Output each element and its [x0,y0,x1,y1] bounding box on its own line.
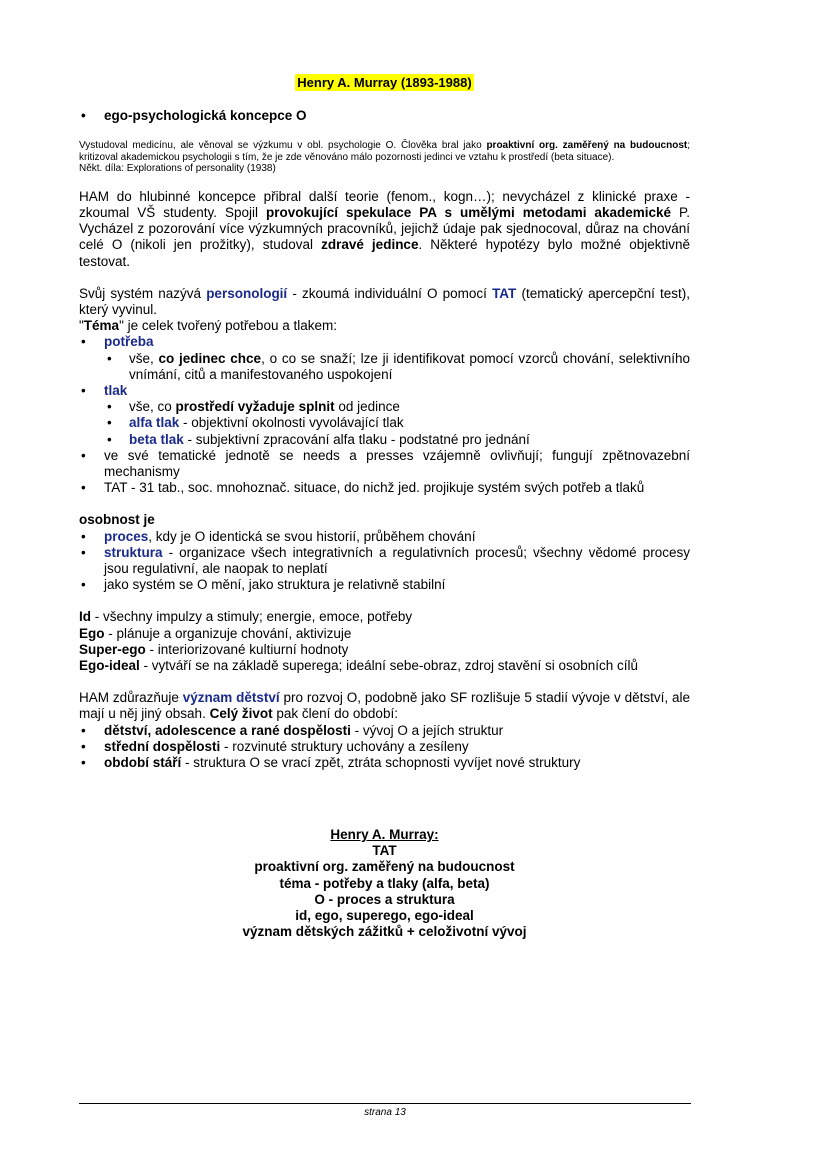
osobnost-heading: osobnost je [79,512,155,528]
structure-id: Id - všechny impulzy a stimuly; energie, emoce, potřeby [79,609,413,625]
footer-divider [79,1103,691,1104]
list-item: • vše, co jedinec chce, o co se snaží; lze ji identifikovat pomocí vzorců chování, selektivního vnímání, citů a manifestovaného uspokojení [104,351,690,383]
list-item: • jako systém se O mění, jako struktura je relativně stabilní [79,577,690,593]
structure-superego: Super-ego - interiorizované kultiurní hodnoty [79,641,349,657]
list-item-potreba: • potřeba • vše, co jedinec chce, o co se snaží; lze ji identifikovat pomocí vzorců chování, selektivního vnímání, citů a manifestovaného uspokojení [79,334,690,383]
intro-section [79,107,690,771]
list-item: • TAT - 31 tab., soc. mnohoznač. situace, do nichž jed. projikuje systém svých potřeb a tlaků [79,480,690,496]
paragraph-method: HAM do hlubinné koncepce přibral další teorie (fenom., kogn…); nevycházel z klinické praxe - zkoumal VŠ studenty. Spojil provokující spekulace PA s umělými metodami akademické P. Vycházel z pozorování více výzkumných pracovníků, jejichž údaje pak sjednocoval, důraz na chování celé O (nikoli jen prožitky), studoval zdravé jedince. Některé hypotézy bylo možné objektivně testovat. [79,188,690,269]
summary-line: téma - potřeby a tlaky (alfa, beta) [279,875,490,891]
list-item: • dětství, adolescence a rané dospělosti - vývoj O a jejích struktur [79,723,690,739]
title-block [79,74,690,92]
list-item-tlak: • tlak • vše, co prostředí vyžaduje splnit od jedince • alfa tlak - objektivní okolnosti vyvolávající tlak • beta tlak - subjektivní zpracování alfa tlaku - podstatné pro jednání [79,383,690,448]
subtitle-bullet: • ego-psychologická koncepce O [79,107,690,124]
summary-line: id, ego, superego, ego-ideal [295,908,474,924]
summary-line: TAT [372,843,397,859]
paragraph-childhood: HAM zdůrazňuje význam dětství pro rozvoj O, podobně jako SF rozlišuje 5 stadií vývoje v dětství, ale mají u něj jiný obsah. Celý život pak člení do období: [79,690,691,722]
potreba-sublist [104,351,690,383]
intro-paragraph: Vystudoval medicínu, ale věnoval se výzkumu v obl. psychologie O. Člověka bral jako proaktivní org. zaměřený na budoucnost; kritizoval akademickou psychologii s tím, že je zde věnováno málo pozornosti jedinci ve vztahu k prostředí (beta situace). [79,140,691,163]
tema-definition: "Téma" je celek tvořený potřebou a tlakem: [79,318,337,334]
summary-line: proaktivní org. zaměřený na budoucnost [254,859,515,875]
page-number: strana 13 [364,1107,406,1118]
structure-ego: Ego - plánuje a organizuje chování, aktivizuje [79,625,352,641]
summary-line: O - proces a struktura [314,891,455,907]
list-item: • beta tlak - subjektivní zpracování alfa tlaku - podstatné pro jednání [104,432,690,448]
list-item: • struktura - organizace všech integrativních a regulativních procesů; všechny vědomé procesy jsou regulativní, ale naopak to neplatí [79,545,690,577]
summary-box [79,827,690,940]
list-item: • vše, co prostředí vyžaduje splnit od jedince [104,399,690,415]
paragraph-personology: Svůj systém nazývá personologií - zkoumá individuální O pomocí TAT (tematický apercepční test), který vyvinul. [79,285,691,317]
list-item: • ve své tematické jednotě se needs a presses vzájemně ovlivňují; fungují zpětnovazební mechanismy [79,448,690,480]
summary-line: význam dětských zážitků + celoživotní vývoj [242,924,527,940]
works-line: Někt. díla: Explorations of personality (1938) [79,163,276,175]
periods-list [79,723,690,772]
page-title: Henry A. Murray (1893-1988) [297,75,472,90]
list-item: • období stáří - struktura O se vrací zpět, ztráta schopnosti vyvíjet nové struktury [79,755,690,771]
tlak-sublist [104,399,690,448]
structure-ego-ideal: Ego-ideal - vytváří se na základě superega; ideální sebe-obraz, zdroj stavění si osobních cílů [79,658,639,674]
tema-list [79,334,690,496]
osobnost-list [79,529,690,594]
summary-heading: Henry A. Murray: [330,827,439,842]
list-item: • alfa tlak - objektivní okolnosti vyvolávající tlak [104,415,690,431]
list-item: • střední dospělosti - rozvinuté struktury uchovány a zesíleny [79,739,690,755]
list-item: • proces, kdy je O identická se svou historií, průběhem chování [79,529,690,545]
structures-block [79,609,690,674]
